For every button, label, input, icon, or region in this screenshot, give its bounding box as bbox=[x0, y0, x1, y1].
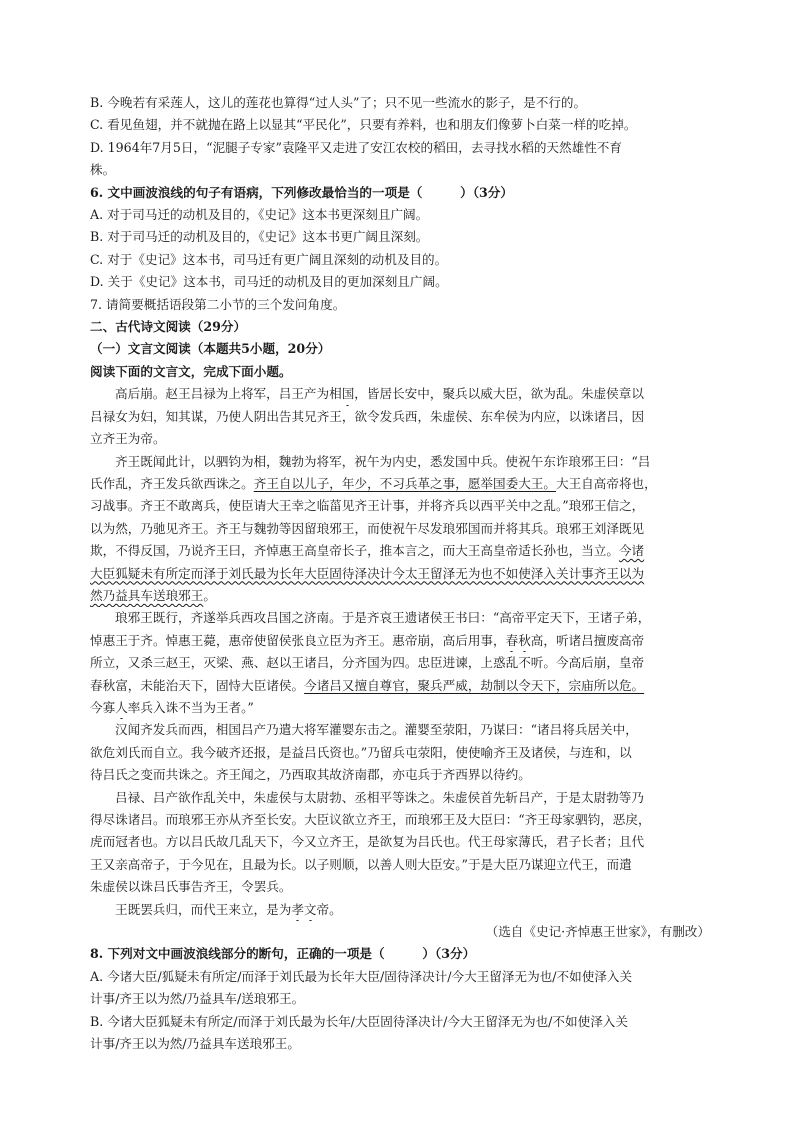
q5-option-b: B. 今晚若有采莲人，这儿的莲花也算得“过人头”了；只不见一些流水的影子，是不行的。 bbox=[90, 95, 587, 110]
emphasis-char: 孝 bbox=[291, 899, 304, 921]
underlined-sentence: 齐王自以儿子，年少，不习兵革之事，愿举国委大王。 bbox=[253, 475, 556, 491]
passage-p2-line2: 氏作乱，齐王发兵欲西诛之。齐王自以儿子，年少，不习兵革之事，愿举国委大王。大王自高帝将也， bbox=[90, 475, 657, 491]
underlined-sentence: 今诸吕又擅自尊官，聚兵严威，劫制以令天下，宗庙所以危。 bbox=[304, 677, 645, 693]
emphasis-char: 文 bbox=[304, 899, 317, 921]
passage-p4-line1: 汉闻齐发兵而西，相国吕产乃遣大将军灌婴东击之。灌婴至荥阳，乃谋曰：“诸吕将兵居关中， bbox=[115, 722, 638, 738]
passage-p5-line5: 朱虚侯以诛吕氏事告齐王，令罢兵。 bbox=[90, 879, 292, 895]
q5-option-d-line2: 株。 bbox=[90, 162, 116, 178]
page-content bbox=[90, 92, 710, 1055]
q6-option-c: C. 对于《史记》这本书，司马迁有更广阔且深刻的动机及目的。 bbox=[90, 251, 448, 267]
emphasis-char: 国 bbox=[342, 383, 355, 405]
q6-stem: 6. 文中画波浪线的句子有语病，下列修改最恰当的一项是（ ）（3分） bbox=[90, 184, 513, 200]
wavy-segment: 今诸 bbox=[618, 543, 645, 559]
q8-option-a-line2: 计事/齐王以为然/乃益具车/送琅邪王。 bbox=[90, 991, 305, 1007]
passage-p2-line1: 齐王既闻此计，以驷钧为相，魏勃为将军，祝午为内史，悉发国中兵。使祝午东诈琅邪王曰：“吕 bbox=[115, 453, 651, 469]
passage-p3-line5: 今寡人率兵入诛不当为王者。” bbox=[90, 697, 710, 719]
passage-p3-line1: 琅邪王既行，齐遂举兵西攻吕国之济南。于是齐哀王遗诸侯王书曰：“高帝平定天下，王诸子弟， bbox=[115, 610, 651, 626]
q6-option-b: B. 对于司马迁的动机及目的，《史记》这本书更广阔且深刻。 bbox=[90, 229, 429, 245]
section-2-subtitle: （一）文言文阅读（本题共5小题，20分） bbox=[90, 341, 331, 357]
passage-source: （选自《史记·齐悼惠王世家》，有删改） bbox=[485, 924, 710, 940]
q7-stem: 7. 请简要概括语段第二小节的三个发问角度。 bbox=[90, 296, 346, 312]
q8-option-b-line2: 计事/齐王以为然/乃益具车送琅邪王。 bbox=[90, 1036, 300, 1052]
section-2-instruction: 阅读下面的文言文，完成下面小题。 bbox=[90, 363, 292, 379]
wavy-segment: 大臣狐疑未有所定而泽于刘氏最为长年大臣固待泽决计今太王留泽无为也不如使泽入关计事齐王以为 bbox=[90, 565, 645, 581]
passage-p2-line3: 习战事。齐王不敢离兵，使臣请大王幸之临菑见齐王计事，并将齐兵以西平关中之乱。”琅邪王信之， bbox=[90, 498, 645, 514]
emphasis-char: 人 bbox=[115, 697, 128, 719]
passage-p3-line2: 悼惠王于齐。悼惠王薨，惠帝使留侯张良立臣为齐王。惠帝崩，高后用事，春秋高，听诸吕擅废高帝 bbox=[90, 630, 710, 652]
wavy-segment: 然乃益具车送琅邪王 bbox=[90, 587, 204, 603]
passage-p4-line3: 待吕氏之变而共诛之。齐王闻之，乃西取其故济南郡，亦屯兵于齐西界以待约。 bbox=[90, 767, 531, 783]
emphasis-char: 秋 bbox=[518, 630, 531, 652]
q5-option-c: C. 看见鱼翅，并不就抛在路上以显其“平民化”，只要有养料，也和朋友们像萝卜白菜一样的吃掉。 bbox=[90, 117, 637, 133]
q6-option-d: D. 关于《史记》这本书，司马迁的动机及目的更加深刻且广阔。 bbox=[90, 274, 448, 290]
passage-p4-line2: 欲危刘氏而自立。我今破齐还报，是益吕氏资也。”乃留兵屯荥阳，使使喻齐王及诸侯，与连和，以 bbox=[90, 744, 632, 760]
passage-p1-line2: 吕禄女为妇，知其谋，乃使人阴出告其兄齐王，欲令发兵西，朱虚侯、东牟侯为内应，以诛诸吕，因 bbox=[90, 408, 645, 424]
passage-p2-line5: 欺，不得反国，乃说齐王曰，齐悼惠王高皇帝长子，推本言之，而大王高皇帝适长孙也，当立。今诸 bbox=[90, 543, 645, 559]
passage-p2-line6 bbox=[90, 563, 710, 585]
passage-p1-line3: 立齐王为帝。 bbox=[90, 431, 166, 447]
passage-p2-line7: 然乃益具车送琅邪王。 bbox=[90, 587, 216, 603]
passage-p5-line2: 得尽诛诸吕。而琅邪王亦从齐至长安。大臣议欲立齐王，而琅邪王及大臣曰：“齐王母家驷钧，恶戾， bbox=[90, 812, 651, 827]
q6-option-a: A. 对于司马迁的动机及目的，《史记》这本书更深刻且广阔。 bbox=[90, 207, 429, 223]
passage-p5-line3: 虎而冠者也。方以吕氏故几乱天下，今又立齐王，是欲复为吕氏也。代王母家薄氏，君子长者；且代 bbox=[90, 834, 645, 850]
q8-option-a-line1: A. 今诸大臣/狐疑未有所定/而泽于刘氏最为长年大臣/固待泽决计/今大王留泽无为也/不如使泽入关 bbox=[90, 968, 633, 984]
q8-option-b-line1: B. 今诸大臣狐疑未有所定/而泽于刘氏最为长年/大臣固待泽决计/今大王留泽无为也/不如使泽入关 bbox=[90, 1013, 628, 1029]
passage-p5-line1: 吕禄、吕产欲作乱关中，朱虚侯与太尉勃、丞相平等诛之。朱虚侯首先斩吕产，于是太尉勃等乃 bbox=[115, 789, 644, 805]
passage-p3-line3: 所立，又杀三赵王，灭梁、燕、赵以王诸吕，分齐国为四。忠臣进谏，上惑乱不听。今高后崩，皇帝 bbox=[90, 655, 645, 671]
passage-p3-line4: 春秋富，未能治天下，固恃大臣诸侯。今诸吕又擅自尊官，聚兵严威，劫制以令天下，宗庙所以危。 bbox=[90, 677, 645, 693]
q8-stem: 8. 下列对文中画波浪线部分的断句，正确的一项是（ ）（3分） bbox=[90, 946, 476, 962]
q5-option-d-line1: D. 1964年7月5日，“泥腿子专家”袁隆平又走进了安江农校的稻田，去寻找水稻的天然雄性不育 bbox=[90, 139, 622, 155]
passage-p1-line1: 高后崩。赵王吕禄为上将军，吕王产为相国，皆居长安中，聚兵以威大臣，欲为乱。朱虚侯章以 bbox=[90, 383, 710, 405]
section-2-title: 二、古代诗文阅读（29分） bbox=[90, 319, 247, 335]
passage-p2-line4: 以为然，乃驰见齐王。齐王与魏勃等因留琅邪王，而使祝午尽发琅邪国而并将其兵。琅邪王刘泽既见 bbox=[90, 520, 645, 536]
emphasis-char: 春 bbox=[506, 630, 519, 652]
passage-p5-line4: 王又亲高帝子，于今见在，且最为长。以子则顺，以善人则大臣安。”于是大臣乃谋迎立代王，而遣 bbox=[90, 856, 632, 872]
passage-p6-line1: 王既罢兵归，而代王来立，是为孝文帝。 bbox=[90, 899, 710, 921]
